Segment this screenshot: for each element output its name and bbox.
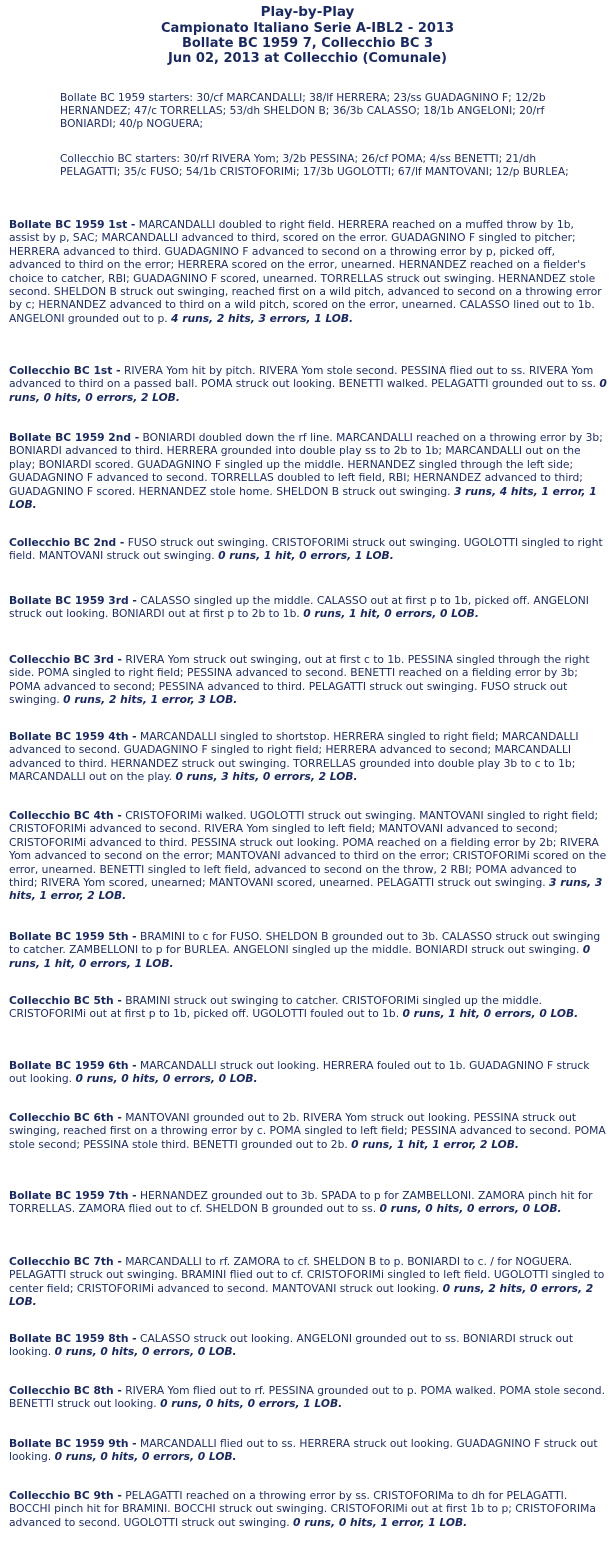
inning-team-label: Collecchio BC 6th -	[9, 1111, 122, 1124]
inning-play-text: FUSO struck out swinging. CRISTOFORIMi struck out swinging. UGOLOTTI singled to right field. MANTOVANI struck out swinging.	[9, 536, 603, 563]
inning-team-label: Bollate BC 1959 5th -	[9, 930, 137, 943]
inning-summary: 0 runs, 3 hits, 0 errors, 2 LOB.	[175, 770, 358, 784]
away-starters: Collecchio BC starters: 30/rf RIVERA Yom; 3/2b PESSINA; 26/cf POMA; 4/ss BENETTI; 21/dh PELAGATTI; 35/c FUSO; 54/1b CRISTOFORIMi; 17/3b UGOLOTTI; 67/lf MANTOVANI; 12/p BURLEA;	[60, 153, 569, 179]
inning-summary: 0 runs, 1 hit, 0 errors, 1 LOB.	[218, 549, 394, 563]
inning-summary: 0 runs, 0 hits, 1 error, 1 LOB.	[293, 1515, 468, 1529]
home-starters: Bollate BC 1959 starters: 30/cf MARCANDALLI; 38/lf HERRERA; 23/ss GUADAGNINO F; 12/2b HERNANDEZ; 47/c TORRELLAS; 53/dh SHELDON B; 36/3b CALASSO; 18/1b ANGELONI; 20/rf BONIARDI; 40/p NOGUERA;	[60, 92, 546, 131]
inning-summary: 0 runs, 0 hits, 0 errors, 2 LOB.	[9, 377, 607, 404]
inning-play-text: RIVERA Yom flied out to rf. PESSINA grounded out to p. POMA walked. POMA stole second. BENETTI struck out looking.	[9, 1384, 605, 1411]
inning-summary: 0 runs, 0 hits, 0 errors, 0 LOB.	[54, 1450, 237, 1464]
inning-play-text: MARCANDALLI struck out looking. HERRERA fouled out to 1b. GUADAGNINO F struck out looking.	[9, 1059, 590, 1086]
inning-team-label: Bollate BC 1959 6th -	[9, 1059, 137, 1072]
inning-team-label: Bollate BC 1959 7th -	[9, 1189, 137, 1202]
inning-team-label: Bollate BC 1959 1st -	[9, 218, 136, 231]
inning-collecchio-5th	[9, 994, 607, 1021]
inning-bollate-2nd	[9, 431, 607, 511]
inning-collecchio-8th	[9, 1384, 607, 1411]
inning-summary: 4 runs, 2 hits, 3 errors, 1 LOB.	[171, 311, 354, 325]
inning-collecchio-2nd	[9, 536, 607, 563]
inning-team-label: Bollate BC 1959 8th -	[9, 1332, 137, 1345]
inning-summary: 0 runs, 0 hits, 0 errors, 0 LOB.	[75, 1072, 258, 1086]
inning-summary: 0 runs, 1 hit, 0 errors, 1 LOB.	[9, 943, 591, 970]
inning-summary: 0 runs, 0 hits, 0 errors, 1 LOB.	[160, 1397, 343, 1411]
inning-bollate-4th	[9, 730, 607, 784]
inning-summary: 0 runs, 2 hits, 0 errors, 2 LOB.	[9, 1281, 594, 1309]
inning-summary: 3 runs, 3 hits, 1 error, 2 LOB.	[9, 876, 603, 903]
inning-play-text: MANTOVANI grounded out to 2b. RIVERA Yom struck out looking. PESSINA struck out swinging, reached first on a throwing error by c. POMA singled to left field; PESSINA advanced to second. POMA stole second; PESSINA stole third. BENETTI grounded out to 2b.	[9, 1111, 606, 1151]
inning-play-text: PELAGATTI reached on a throwing error by ss. CRISTOFORIMa to dh for PELAGATTI. BOCCHI pinch hit for BRAMINI. BOCCHI struck out swinging. CRISTOFORIMi out at first 1b to p; CRISTOFORIMa advanced to second. UGOLOTTI struck out swinging.	[9, 1489, 596, 1529]
inning-bollate-6th	[9, 1059, 607, 1086]
inning-play-text: HERNANDEZ grounded out to 3b. SPADA to p for ZAMBELLONI. ZAMORA pinch hit for TORRELLAS. ZAMORA flied out to cf. SHELDON B grounded out to ss.	[9, 1189, 593, 1216]
inning-play-text: RIVERA Yom hit by pitch. RIVERA Yom stole second. PESSINA flied out to ss. RIVERA Yom advanced to third on a passed ball. POMA struck out looking. BENETTI walked. PELAGATTI grounded out to ss.	[9, 364, 600, 391]
inning-collecchio-7th	[9, 1255, 607, 1309]
inning-summary: 0 runs, 0 hits, 0 errors, 0 LOB.	[54, 1345, 237, 1359]
inning-bollate-9th	[9, 1437, 607, 1464]
inning-play-text: CRISTOFORIMi walked. UGOLOTTI struck out swinging. MANTOVANI singled to right field; CRISTOFORIMi advanced to second. RIVERA Yom singled to left field; MANTOVANI advanced to second; CRISTOFORIMi advanced to third. PESSINA struck out looking. POMA reached on a fielding error by 2b; RIVERA Yom advanced to second on the error; MANTOVANI advanced to third on the error; CRISTOFORIMi scored on the error, unearned. BENETTI singled to left field, advanced to second on the throw, 2 RBI; POMA advanced to third; RIVERA Yom scored, unearned; MANTOVANI scored, unearned. PELAGATTI struck out swinging.	[9, 809, 607, 890]
inning-play-text: MARCANDALLI singled to shortstop. HERRERA singled to right field; MARCANDALLI advanced to second. GUADAGNINO F singled to right field; HERRERA advanced to second; MARCANDALLI advanced to third. HERNANDEZ struck out swinging. TORRELLAS grounded into double play 3b to c to 1b; MARCANDALLI out on the play.	[9, 730, 579, 784]
inning-bollate-5th	[9, 930, 607, 970]
inning-summary: 0 runs, 1 hit, 1 error, 2 LOB.	[351, 1137, 519, 1151]
page-title: Play-by-Play	[260, 4, 355, 20]
game-date-venue: Jun 02, 2013 at Collecchio (Comunale)	[168, 51, 447, 66]
inning-team-label: Collecchio BC 2nd -	[9, 536, 125, 549]
inning-team-label: Bollate BC 1959 2nd -	[9, 431, 140, 444]
inning-team-label: Bollate BC 1959 3rd -	[9, 594, 137, 607]
inning-play-text: MARCANDALLI flied out to ss. HERRERA struck out looking. GUADAGNINO F struck out looking.	[9, 1437, 598, 1464]
inning-play-text: BONIARDI doubled down the rf line. MARCANDALLI reached on a throwing error by 3b; BONIARDI advanced to third. HERRERA grounded into double play ss to 2b to 1b; MARCANDALLI out on the play; BONIARDI scored. GUADAGNINO F singled up the middle. HERNANDEZ singled through the left side; GUADAGNINO F advanced to second. TORRELLAS doubled to left field, RBI; HERNANDEZ advanced to third; GUADAGNINO F scored. HERNANDEZ stole home. SHELDON B struck out swinging.	[9, 431, 603, 498]
inning-team-label: Bollate BC 1959 9th -	[9, 1437, 137, 1450]
inning-collecchio-1st	[9, 364, 607, 404]
inning-team-label: Collecchio BC 7th -	[9, 1255, 122, 1268]
inning-team-label: Collecchio BC 1st -	[9, 364, 121, 377]
league-title: Campionato Italiano Serie A-IBL2 - 2013	[160, 21, 455, 36]
inning-team-label: Collecchio BC 8th -	[9, 1384, 122, 1397]
inning-summary: 0 runs, 1 hit, 0 errors, 0 LOB.	[402, 1007, 579, 1021]
inning-collecchio-9th	[9, 1489, 607, 1529]
inning-play-text: CALASSO struck out looking. ANGELONI grounded out to ss. BONIARDI struck out looking.	[9, 1332, 574, 1359]
inning-summary: 0 runs, 1 hit, 0 errors, 0 LOB.	[303, 607, 479, 621]
inning-team-label: Collecchio BC 9th -	[9, 1489, 122, 1502]
document-header	[0, 0, 615, 66]
game-score: Bollate BC 1959 7, Collecchio BC 3	[181, 36, 434, 51]
inning-play-text: MARCANDALLI doubled to right field. HERRERA reached on a muffed throw by 1b, assist by p, SAC; MARCANDALLI advanced to third, scored on the error. GUADAGNINO F singled to pitcher; HERRERA advanced to third. GUADAGNINO F advanced to second on a throwing error by p, picked off, advanced to third on the error; HERRERA scored on the error, unearned. HERNANDEZ reached on a fielder's choice to catcher, RBI; GUADAGNINO F scored, unearned. TORRELLAS struck out swinging. HERNANDEZ stole second. SHELDON B struck out swinging, reached first on a wild pitch, advanced to second on a throwing error by c; HERNANDEZ advanced to third on a wild pitch, scored on the error, unearned. CALASSO lined out to 1b. ANGELONI grounded out to p.	[9, 218, 602, 325]
inning-collecchio-4th	[9, 809, 607, 903]
inning-summary: 0 runs, 2 hits, 1 error, 3 LOB.	[63, 693, 238, 707]
inning-bollate-7th	[9, 1189, 607, 1216]
inning-bollate-1st	[9, 218, 607, 325]
inning-collecchio-6th	[9, 1111, 607, 1151]
inning-summary: 3 runs, 4 hits, 1 error, 1 LOB.	[9, 484, 597, 512]
inning-team-label: Bollate BC 1959 4th -	[9, 730, 137, 743]
inning-bollate-3rd	[9, 594, 607, 621]
inning-collecchio-3rd	[9, 653, 607, 707]
inning-team-label: Collecchio BC 5th -	[9, 994, 122, 1007]
inning-summary: 0 runs, 0 hits, 0 errors, 0 LOB.	[379, 1202, 562, 1216]
inning-team-label: Collecchio BC 4th -	[9, 809, 122, 822]
inning-play-text: MARCANDALLI to rf. ZAMORA to cf. SHELDON B to p. BONIARDI to c. / for NOGUERA. PELAGATTI struck out swinging. BRAMINI flied out to cf. CRISTOFORIMi singled to left field. UGOLOTTI singled to center field; CRISTOFORIMi advanced to second. MANTOVANI struck out looking.	[9, 1255, 605, 1295]
inning-play-text: BRAMINI struck out swinging to catcher. CRISTOFORIMi singled up the middle. CRISTOFORIMi out at first p to 1b, picked off. UGOLOTTI fouled out to 1b.	[9, 994, 543, 1021]
inning-play-text: CALASSO singled up the middle. CALASSO out at first p to 1b, picked off. ANGELONI struck out looking. BONIARDI out at first p to 2b to 1b.	[9, 594, 589, 621]
inning-bollate-8th	[9, 1332, 607, 1359]
inning-play-text: BRAMINI to c for FUSO. SHELDON B grounded out to 3b. CALASSO struck out swinging to catcher. ZAMBELLONI to p for BURLEA. ANGELONI singled up the middle. BONIARDI struck out swinging.	[9, 930, 601, 957]
inning-team-label: Collecchio BC 3rd -	[9, 653, 122, 666]
inning-play-text: RIVERA Yom struck out swinging, out at first c to 1b. PESSINA singled through the right side. POMA singled to right field; PESSINA advanced to second. BENETTI reached on a fielding error by 3b; POMA advanced to second; PESSINA advanced to third. PELAGATTI struck out swinging. FUSO struck out swinging.	[9, 653, 590, 707]
